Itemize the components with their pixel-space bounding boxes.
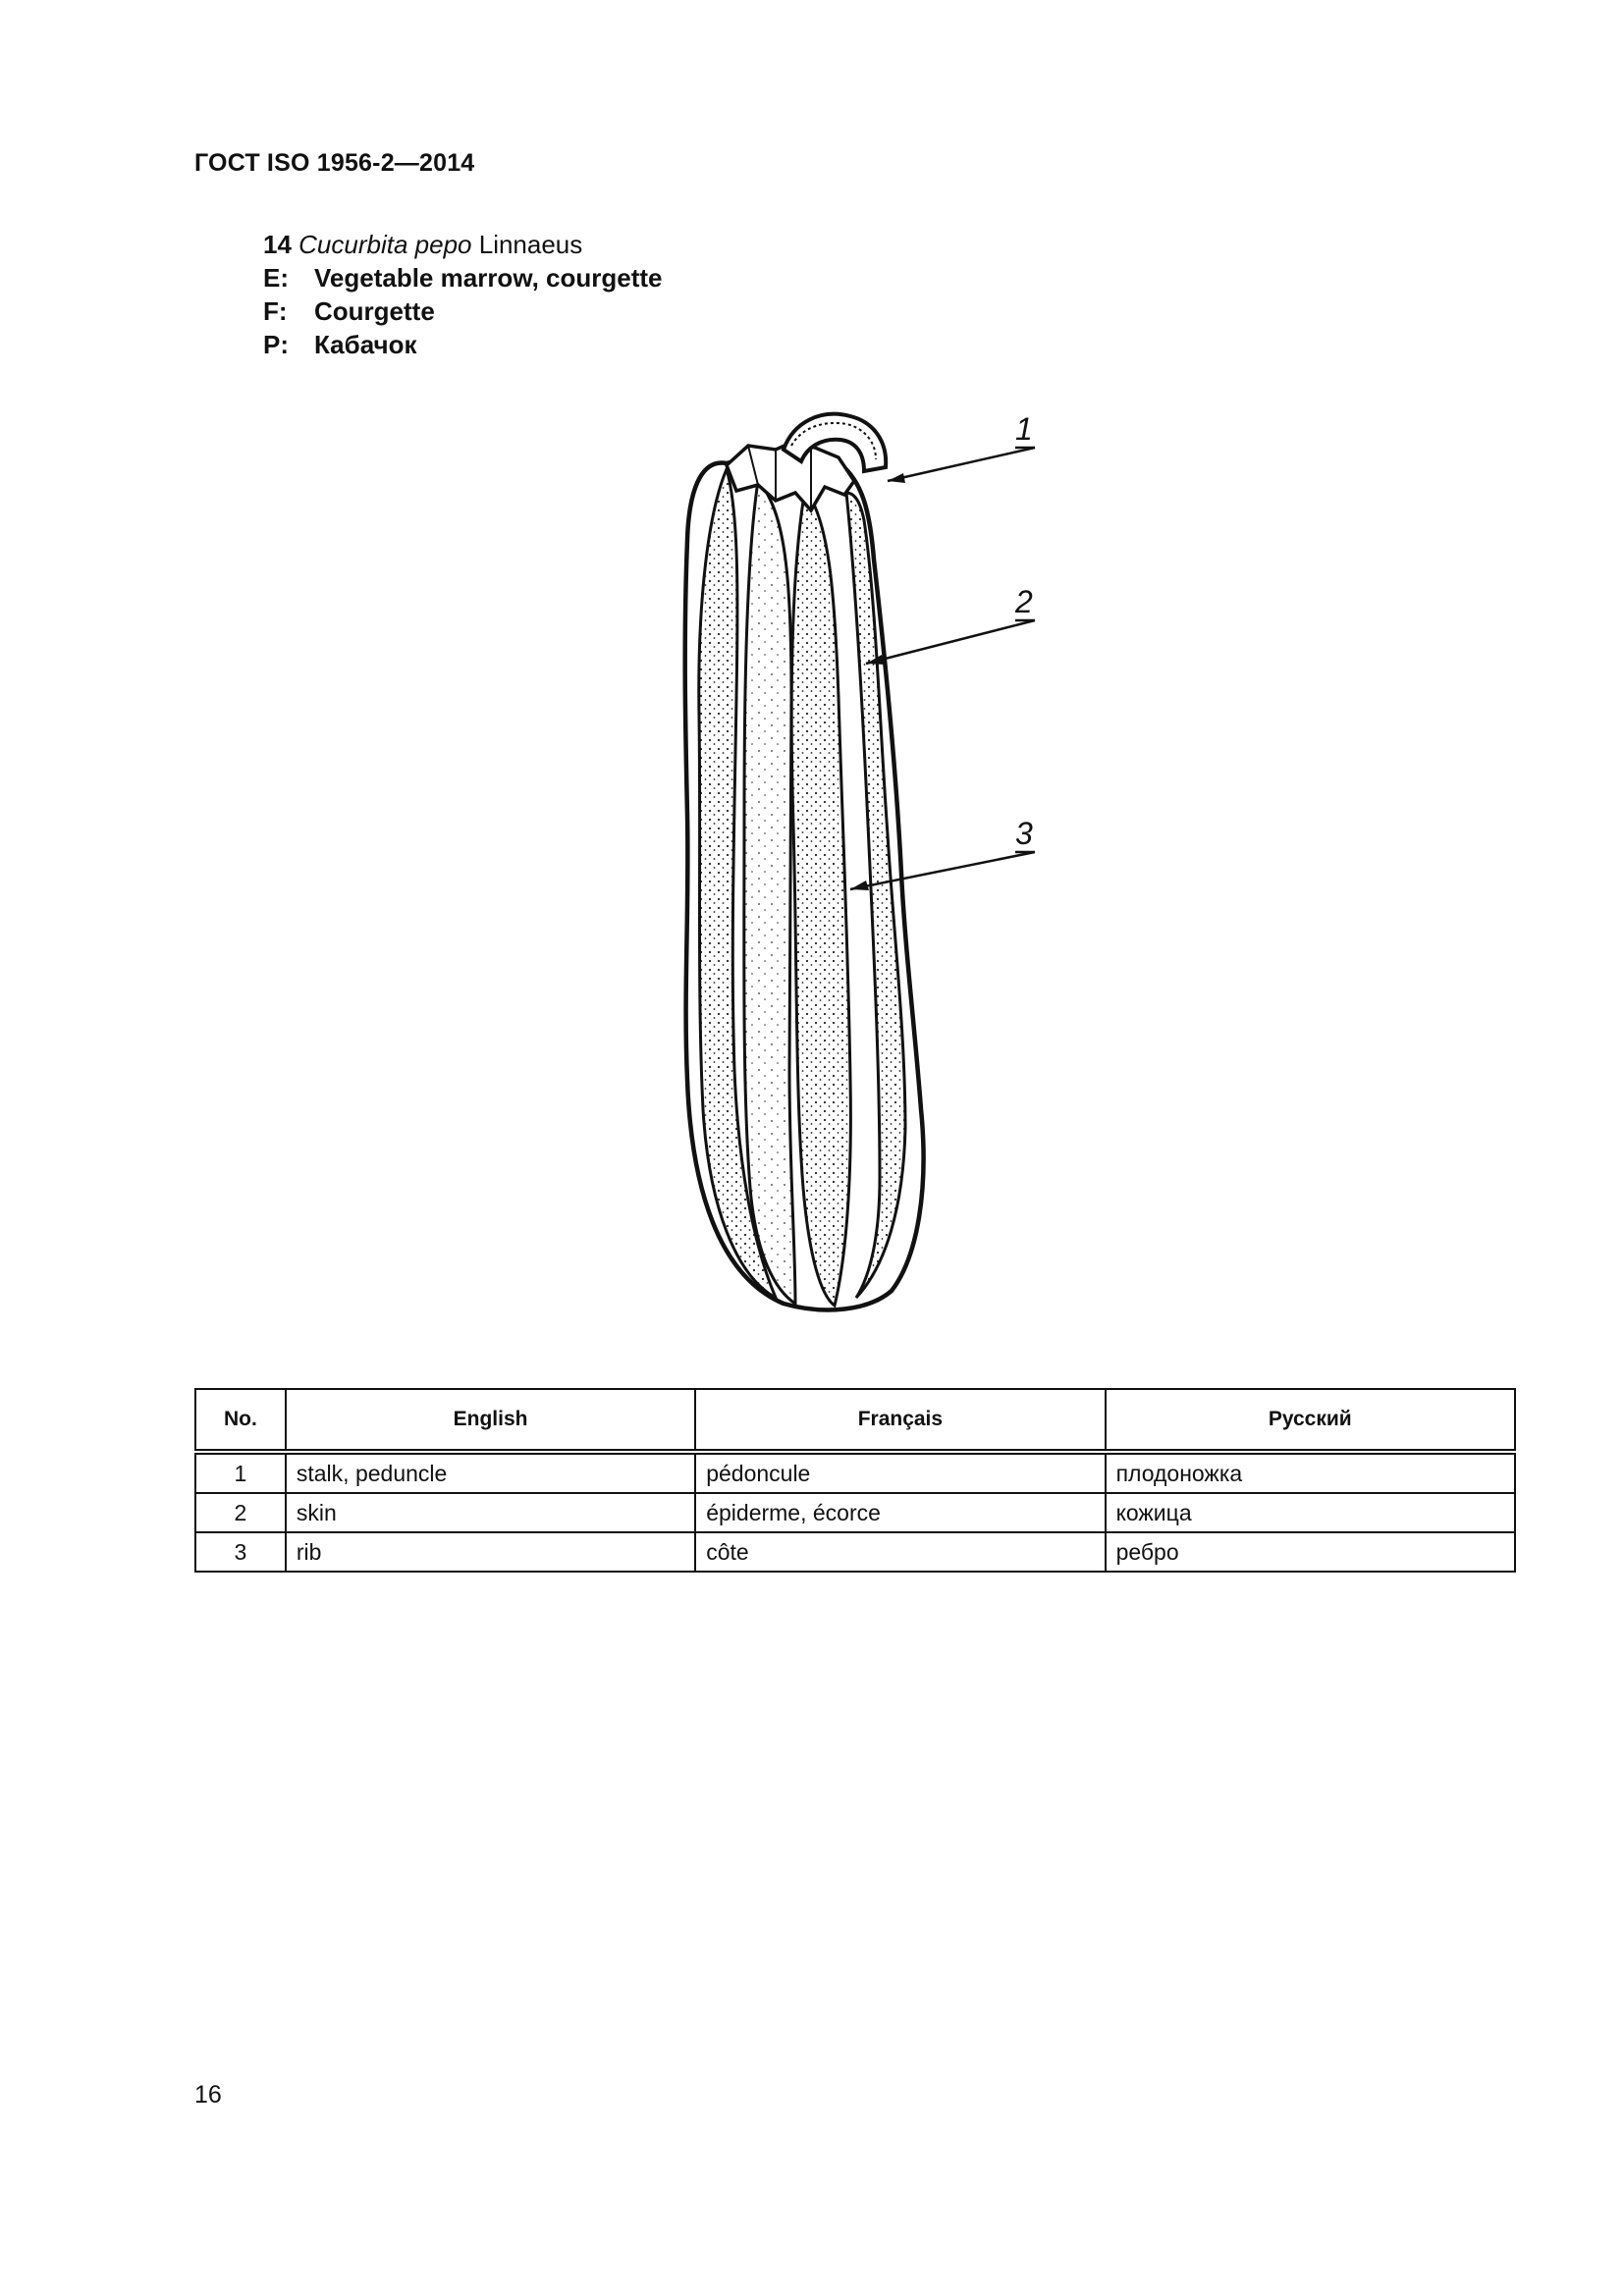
- common-name-french: [263, 294, 662, 328]
- page-number: 16: [194, 2081, 222, 2109]
- rib-segment: [744, 481, 795, 1304]
- common-name-english: [263, 261, 662, 294]
- lang-code: E:: [263, 263, 289, 293]
- common-name: Кабачок: [314, 330, 417, 359]
- common-name-russian: [263, 328, 662, 361]
- table-row: [195, 1493, 1515, 1532]
- species-title: [263, 228, 662, 261]
- lang-code: P:: [263, 330, 289, 359]
- callout-label: 3: [1015, 816, 1033, 851]
- cell-no: 2: [195, 1493, 286, 1532]
- cell-french: côte: [695, 1532, 1105, 1572]
- common-name: Courgette: [314, 296, 435, 326]
- courgette-figure: [628, 402, 1080, 1325]
- column-header-russian: Русский: [1106, 1389, 1515, 1452]
- table-row: [195, 1452, 1515, 1493]
- cell-english: rib: [286, 1532, 695, 1572]
- cell-no: 1: [195, 1452, 286, 1493]
- cell-russian: ребро: [1106, 1532, 1515, 1572]
- species-block: [263, 228, 662, 361]
- table-header-row: [195, 1389, 1515, 1452]
- cell-english: stalk, peduncle: [286, 1452, 695, 1493]
- callout-label: 2: [1015, 584, 1033, 619]
- species-authority: Linnaeus: [478, 230, 583, 259]
- column-header-english: English: [286, 1389, 695, 1452]
- lang-code: F:: [263, 296, 288, 326]
- cell-french: épiderme, écorce: [695, 1493, 1105, 1532]
- cell-english: skin: [286, 1493, 695, 1532]
- document-code: ГОСТ ISO 1956-2—2014: [194, 149, 475, 177]
- column-header-french: Français: [695, 1389, 1105, 1452]
- callout-label: 1: [1015, 411, 1033, 447]
- cell-no: 3: [195, 1532, 286, 1572]
- callout-2: [866, 584, 1035, 665]
- table-row: [195, 1532, 1515, 1572]
- species-latin-name: Cucurbita pepo: [298, 230, 472, 259]
- terminology-table: [194, 1388, 1516, 1573]
- column-header-no: No.: [195, 1389, 286, 1452]
- common-name: Vegetable marrow, courgette: [314, 263, 663, 293]
- courgette-illustration-icon: [628, 402, 1080, 1325]
- cell-russian: плодоножка: [1106, 1452, 1515, 1493]
- cell-russian: кожица: [1106, 1493, 1515, 1532]
- callout-1: [888, 411, 1035, 483]
- cell-french: pédoncule: [695, 1452, 1105, 1493]
- species-number: 14: [263, 230, 292, 259]
